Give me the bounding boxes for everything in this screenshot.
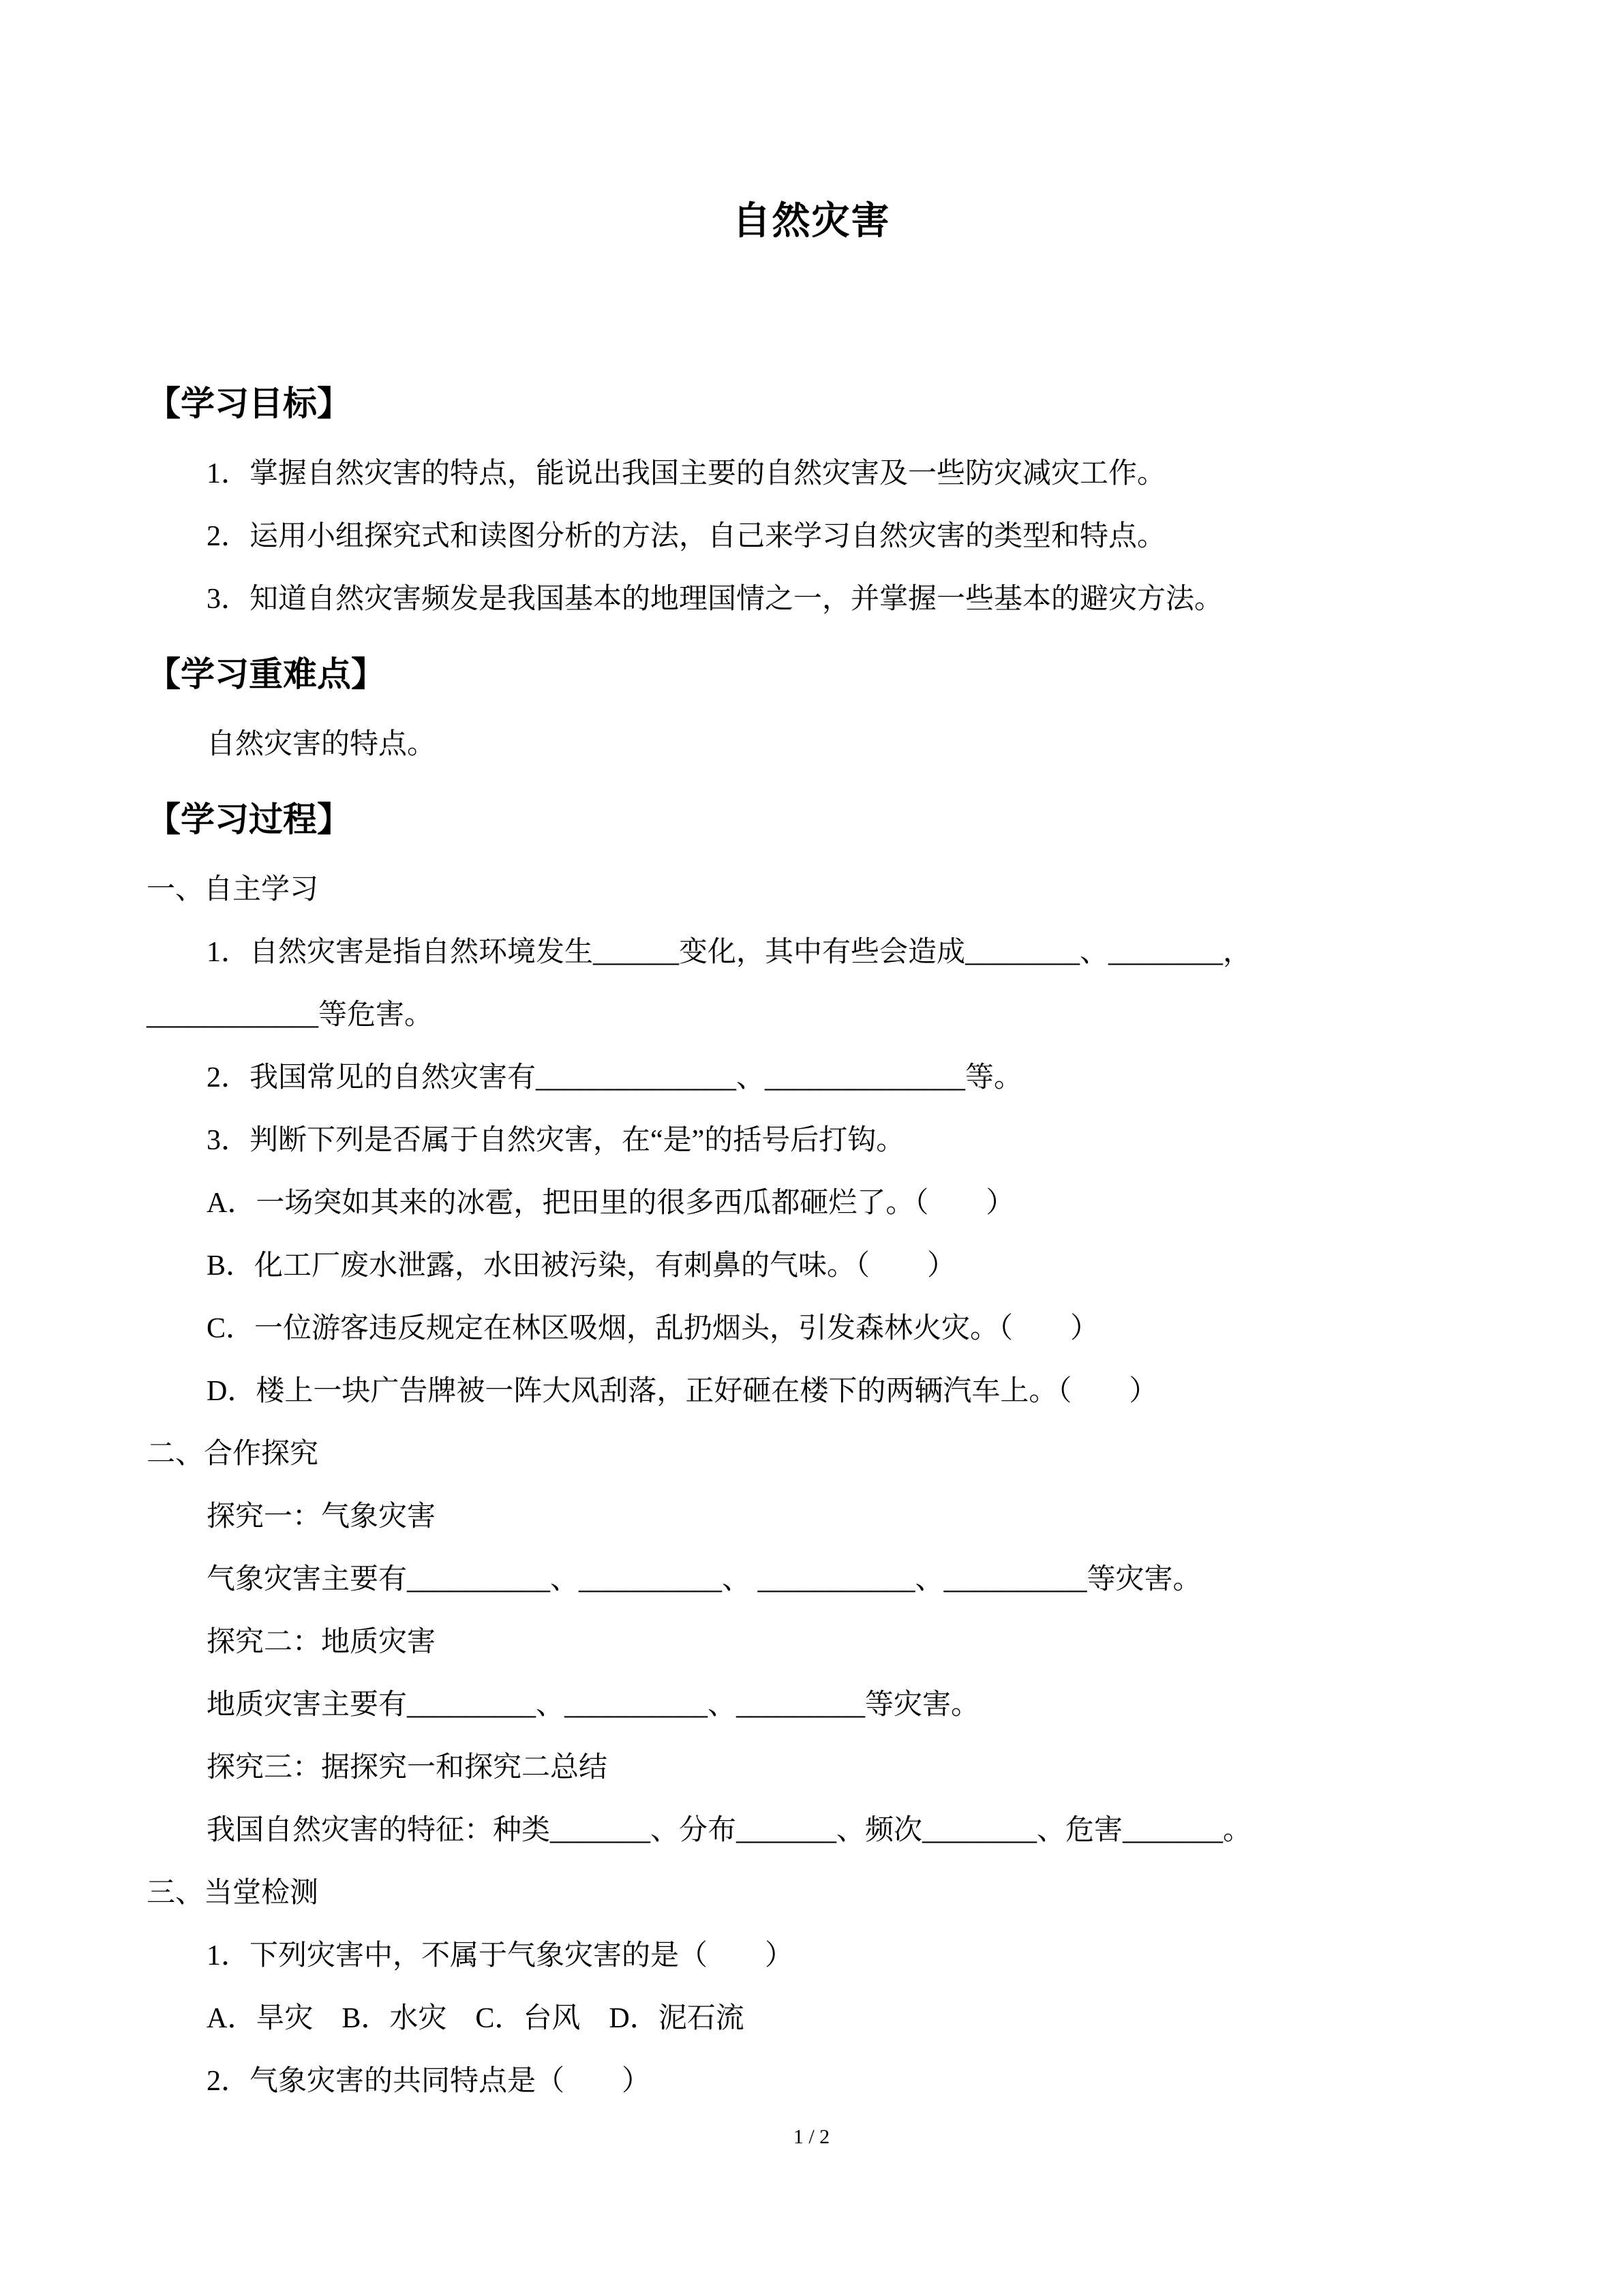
quiz-line-3: 2．气象灾害的共同特点是（ ） <box>207 2066 651 2097</box>
cooperative-line-1: 探究一：气象灾害 <box>207 1501 436 1532</box>
cooperative-line-5: 探究三：据探究一和探究二总结 <box>207 1752 608 1783</box>
heading-key-points: 【学习重难点】 <box>147 655 385 693</box>
subsection-cooperative: 二、合作探究 <box>147 1438 319 1470</box>
page-number: 1 / 2 <box>793 2126 830 2148</box>
quiz-line-1: 1．下列灾害中，不属于气象灾害的是（ ） <box>207 1940 794 1972</box>
objective-item-1: 1．掌握自然灾害的特点，能说出我国主要的自然灾害及一些防灾减灾工作。 <box>207 458 1166 489</box>
self-study-q3-option-d: D．楼上一块广告牌被一阵大风刮落，正好砸在楼下的两辆汽车上。（ ） <box>207 1376 1158 1407</box>
self-study-q3-option-c: C．一位游客违反规定在林区吸烟，乱扔烟头，引发森林火灾。（ ） <box>207 1313 1099 1344</box>
cooperative-line-2: 气象灾害主要有__________、__________、 ___________、__________等灾害。 <box>207 1564 1202 1595</box>
heading-process: 【学习过程】 <box>147 800 351 839</box>
self-study-q1-line2: ____________等危害。 <box>147 999 434 1031</box>
self-study-q1-line1: 1．自然灾害是指自然环境发生______变化，其中有些会造成________、________， <box>207 937 1252 968</box>
quiz-line-2: A．旱灾 B．水灾 C．台风 D．泥石流 <box>207 2003 744 2034</box>
self-study-q3-option-b: B．化工厂废水泄露，水田被污染，有刺鼻的气味。（ ） <box>207 1250 956 1282</box>
key-points-text: 自然灾害的特点。 <box>207 729 436 760</box>
self-study-q3-option-a: A．一场突如其来的冰雹，把田里的很多西瓜都砸烂了。（ ） <box>207 1188 1015 1219</box>
objective-item-3: 3．知道自然灾害频发是我国基本的地理国情之一，并掌握一些基本的避灾方法。 <box>207 584 1224 615</box>
objective-item-2: 2．运用小组探究式和读图分析的方法，自己来学习自然灾害的类型和特点。 <box>207 521 1166 552</box>
self-study-q3: 3．判断下列是否属于自然灾害，在“是”的括号后打钩。 <box>207 1125 905 1156</box>
cooperative-line-3: 探究二：地质灾害 <box>207 1627 436 1658</box>
cooperative-line-4: 地质灾害主要有_________、__________、_________等灾害。 <box>207 1689 980 1721</box>
self-study-q2: 2．我国常见的自然灾害有______________、______________等。 <box>207 1062 1023 1093</box>
doc-title: 自然灾害 <box>732 200 891 243</box>
cooperative-line-6: 我国自然灾害的特征：种类_______、分布_______、频次________、危害_______。 <box>207 1815 1252 1846</box>
subsection-self-study: 一、自主学习 <box>147 874 319 905</box>
subsection-quiz: 三、当堂检测 <box>147 1877 319 1909</box>
heading-objectives: 【学习目标】 <box>147 384 351 423</box>
